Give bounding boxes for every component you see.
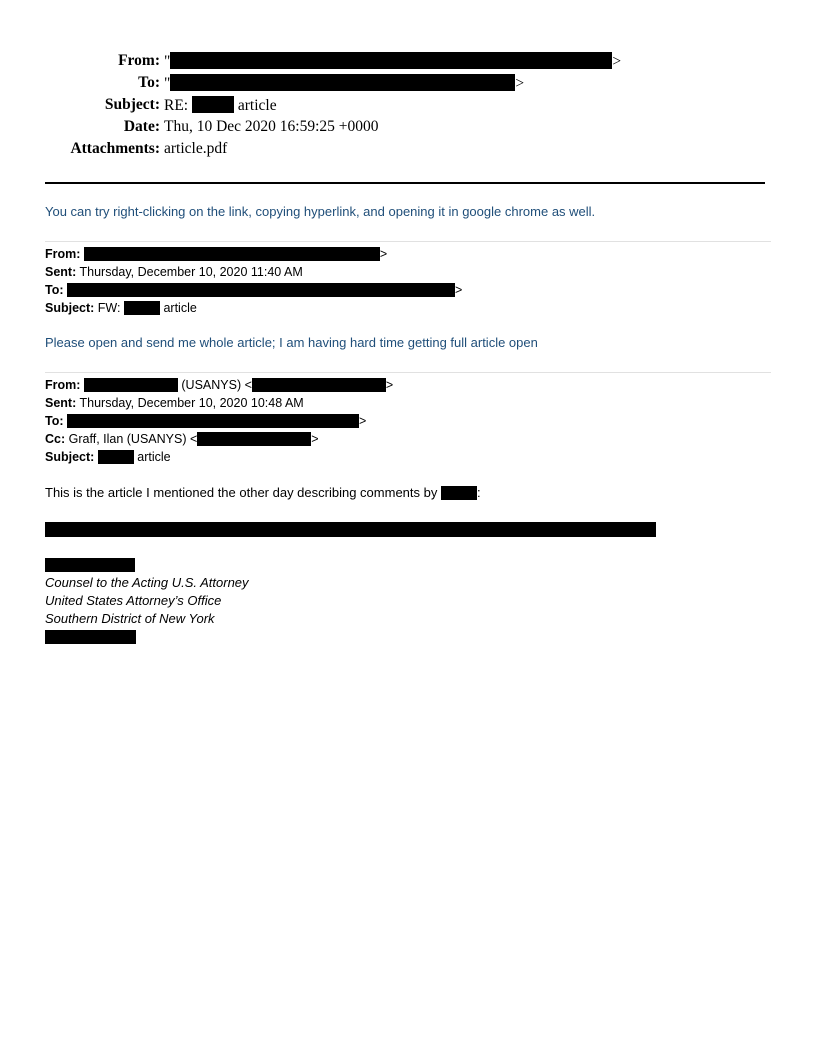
message3-cc-row (45, 430, 393, 448)
message3-to-suffix: > (359, 414, 367, 428)
header-subject-suffix: article (237, 97, 277, 114)
header-from-suffix: > (612, 53, 622, 70)
message3-from-row (45, 376, 393, 394)
header-date-label: Date: (123, 118, 160, 135)
redaction-block (124, 301, 160, 315)
message1-body: You can try right-clicking on the link, copying hyperlink, and opening it in google chrome as well. (45, 204, 596, 219)
redaction-block (67, 414, 359, 428)
message3-subject-row (45, 448, 393, 466)
message2-subject-label: Subject: (45, 301, 95, 315)
message2-subject-suffix: article (163, 301, 197, 315)
header-subject-value (164, 96, 277, 115)
message2-from-suffix: > (379, 247, 388, 261)
redaction-block (197, 432, 311, 446)
header-divider (45, 182, 765, 184)
header-to-label: To: (138, 74, 160, 91)
message2-headers (45, 245, 462, 317)
redaction-block (192, 96, 234, 113)
signature-district: Southern District of New York (45, 611, 215, 626)
message3-body-suffix: : (476, 485, 481, 500)
message3-body-row (45, 485, 481, 500)
signature-title: Counsel to the Acting U.S. Attorney (45, 575, 249, 590)
redaction-block (84, 378, 178, 392)
message2-body: Please open and send me whole article; I am having hard time getting full article open (45, 335, 538, 350)
message2-subject-prefix: FW: (97, 301, 121, 315)
redaction-block (252, 378, 386, 392)
message2-to-label: To: (45, 283, 64, 297)
message2-to-row (45, 281, 462, 299)
redaction-block (170, 74, 515, 91)
redaction-block (170, 52, 612, 69)
header-to-value (164, 74, 524, 93)
redaction-block (441, 486, 477, 500)
signature-contact-redaction (45, 630, 136, 644)
message2-sent-label: Sent: (45, 265, 77, 279)
header-from-prefix: " (164, 53, 171, 70)
message3-subject-suffix: article (137, 450, 171, 464)
message3-sent-row (45, 394, 393, 412)
message2-sent-value: Thursday, December 10, 2020 11:40 AM (79, 265, 303, 279)
signature-office: United States Attorney’s Office (45, 593, 222, 608)
header-to-prefix: " (164, 75, 171, 92)
header-subject-prefix: RE: (164, 97, 189, 114)
header-from-value (164, 52, 621, 71)
header-from-label: From: (118, 52, 160, 69)
header-to-suffix: > (515, 75, 525, 92)
header-attachments-label: Attachments: (70, 140, 160, 157)
redacted-link (45, 522, 656, 537)
message2-sent-row (45, 263, 462, 281)
message3-sent-value: Thursday, December 10, 2020 10:48 AM (79, 396, 304, 410)
redaction-block (98, 450, 134, 464)
header-subject-label: Subject: (104, 96, 160, 113)
header-date-value: Thu, 10 Dec 2020 16:59:25 +0000 (164, 118, 379, 135)
signature-name-redaction (45, 558, 135, 572)
message3-cc-label: Cc: (45, 432, 66, 446)
message3-cc-suffix: > (311, 432, 319, 446)
message3-body: This is the article I mentioned the other day describing comments by (45, 485, 438, 500)
message3-headers (45, 376, 393, 466)
message3-from-suffix: > (385, 378, 394, 392)
redaction-block (67, 283, 455, 297)
message-separator (45, 372, 771, 373)
message3-to-row (45, 412, 393, 430)
message-separator (45, 241, 771, 242)
message3-subject-label: Subject: (45, 450, 95, 464)
message3-to-label: To: (45, 414, 64, 428)
message2-to-suffix: > (455, 283, 463, 297)
message3-from-label: From: (45, 378, 81, 392)
redaction-block (84, 247, 380, 261)
message2-from-label: From: (45, 247, 81, 261)
message2-subject-row (45, 299, 462, 317)
signature-block (45, 574, 249, 628)
message3-from-org: (USANYS) < (181, 378, 252, 392)
message3-cc-value: Graff, Ilan (USANYS) < (68, 432, 198, 446)
message2-from-row (45, 245, 462, 263)
message3-sent-label: Sent: (45, 396, 77, 410)
attachment-link[interactable]: article.pdf (164, 140, 228, 157)
